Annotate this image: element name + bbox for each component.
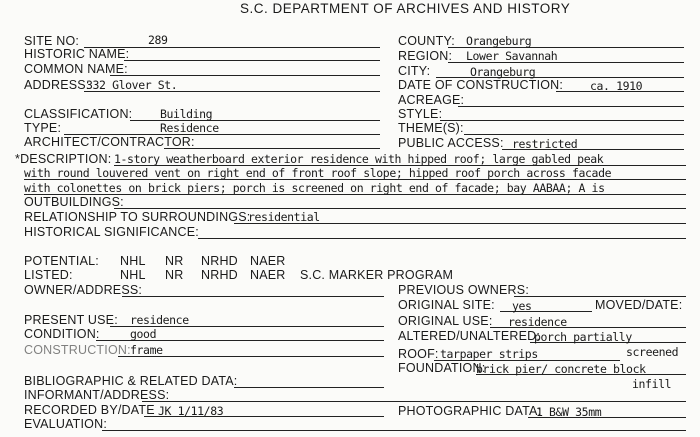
description-line-3: with colonettes on brick piers; porch is screened on right end of facade; bay AABAA; A is bbox=[24, 181, 605, 195]
listed-option-nr: NR bbox=[165, 268, 184, 282]
public-access-value: restricted bbox=[512, 137, 578, 151]
classification-label: CLASSIFICATION: bbox=[24, 107, 133, 121]
sc-marker-program: S.C. MARKER PROGRAM bbox=[300, 268, 454, 282]
altered-value: porch partially bbox=[534, 330, 632, 344]
informant-line bbox=[142, 401, 686, 402]
original-use-label: ORIGINAL USE: bbox=[398, 314, 493, 328]
relationship-label: RELATIONSHIP TO SURROUNDINGS: bbox=[24, 210, 251, 224]
historical-significance-line bbox=[198, 238, 686, 239]
previous-owners-label: PREVIOUS OWNERS: bbox=[398, 283, 529, 297]
potential-option-nr: NR bbox=[165, 254, 184, 268]
condition-value: good bbox=[130, 327, 157, 341]
listed-option-nhl: NHL bbox=[120, 268, 146, 282]
original-site-label: ORIGINAL SITE: bbox=[398, 298, 495, 312]
architect-line bbox=[164, 148, 380, 149]
potential-option-nrhd: NRHD bbox=[201, 254, 238, 268]
date-of-construction-value: ca. 1910 bbox=[590, 79, 643, 93]
region-label: REGION: bbox=[398, 49, 453, 63]
address-label: ADDRESS: bbox=[24, 78, 90, 92]
foundation-value-continued: infill bbox=[632, 377, 672, 391]
county-label: COUNTY: bbox=[398, 34, 455, 48]
classification-value: Building bbox=[160, 107, 213, 121]
listed-option-naer: NAER bbox=[250, 268, 286, 282]
previous-owners-line bbox=[514, 296, 686, 297]
recorded-by-label: RECORDED BY/DATE bbox=[24, 403, 155, 417]
relationship-value: residential bbox=[248, 210, 320, 224]
site-no-label: SITE NO: bbox=[24, 34, 80, 48]
region-value: Lower Savannah bbox=[466, 49, 558, 63]
listed-option-nrhd: NRHD bbox=[201, 268, 238, 282]
condition-label: CONDITION: bbox=[24, 327, 100, 341]
foundation-value: brick pier/ concrete block bbox=[476, 362, 646, 376]
owner-address-label: OWNER/ADDRESS: bbox=[24, 283, 143, 297]
roof-value: tarpaper strips bbox=[440, 347, 538, 361]
themes-line bbox=[464, 134, 684, 135]
altered-value-continued: screened bbox=[626, 345, 679, 359]
photographic-label: PHOTOGRAPHIC DATA: bbox=[398, 404, 542, 418]
style-label: STYLE: bbox=[398, 107, 443, 121]
themes-label: THEME(S): bbox=[398, 121, 464, 135]
potential-option-nhl: NHL bbox=[120, 254, 146, 268]
city-value: Orangeburg bbox=[470, 65, 536, 79]
form-title: S.C. DEPARTMENT OF ARCHIVES AND HISTORY bbox=[240, 1, 571, 16]
public-access-label: PUBLIC ACCESS: bbox=[398, 136, 504, 150]
description-line-2: with round louvered vent on right end of front roof slope; hipped roof porch across facade bbox=[24, 166, 612, 180]
address-value: 332 Glover St. bbox=[86, 78, 178, 92]
historic-name-label: HISTORIC NAME: bbox=[24, 47, 130, 61]
acreage-label: ACREAGE: bbox=[398, 93, 465, 107]
historic-name-line bbox=[124, 60, 380, 61]
bibliographic-line bbox=[234, 387, 384, 388]
photographic-value: 1 B&W 35mm bbox=[536, 405, 602, 419]
bibliographic-label: BIBLIOGRAPHIC & RELATED DATA: bbox=[24, 374, 238, 388]
potential-label: POTENTIAL: bbox=[24, 254, 99, 268]
architect-label: ARCHITECT/CONTRACTOR: bbox=[24, 135, 195, 149]
roof-label: ROOF: bbox=[398, 347, 439, 361]
foundation-label: FOUNDATION: bbox=[398, 361, 486, 375]
description-underline-2 bbox=[24, 179, 686, 180]
historical-significance-label: HISTORICAL SIGNIFICANCE: bbox=[24, 225, 199, 239]
common-name-line bbox=[110, 75, 380, 76]
listed-label: LISTED: bbox=[24, 268, 73, 282]
owner-address-line bbox=[122, 296, 384, 297]
evaluation-label: EVALUATION: bbox=[24, 417, 108, 431]
moved-date-label: MOVED/DATE: bbox=[595, 298, 683, 312]
site-no-value: 289 bbox=[148, 33, 168, 47]
construction-label: CONSTRUCTION: bbox=[24, 343, 131, 357]
acreage-line bbox=[458, 106, 684, 107]
type-value: Residence bbox=[160, 121, 219, 135]
style-line bbox=[440, 120, 684, 121]
present-use-label: PRESENT USE: bbox=[24, 313, 118, 327]
informant-label: INFORMANT/ADDRESS: bbox=[24, 388, 170, 402]
evaluation-line bbox=[102, 430, 686, 431]
potential-option-naer: NAER bbox=[250, 254, 286, 268]
common-name-label: COMMON NAME: bbox=[24, 62, 128, 76]
description-line-1: 1-story weatherboard exterior residence with hipped roof; large gabled peak bbox=[114, 152, 604, 166]
original-use-value: residence bbox=[508, 315, 567, 329]
city-label: CITY: bbox=[398, 64, 431, 78]
original-site-value: yes bbox=[512, 299, 532, 313]
type-label: TYPE: bbox=[24, 121, 62, 135]
date-of-construction-label: DATE OF CONSTRUCTION: bbox=[398, 78, 564, 92]
present-use-value: residence bbox=[130, 313, 189, 327]
description-label: *DESCRIPTION: bbox=[15, 152, 112, 166]
outbuildings-line bbox=[114, 208, 686, 209]
construction-value: frame bbox=[130, 343, 163, 357]
county-value: Orangeburg bbox=[466, 34, 532, 48]
recorded-by-value: JK 1/11/83 bbox=[158, 404, 224, 418]
outbuildings-label: OUTBUILDINGS: bbox=[24, 195, 124, 209]
altered-label: ALTERED/UNALTERED: bbox=[398, 329, 541, 343]
